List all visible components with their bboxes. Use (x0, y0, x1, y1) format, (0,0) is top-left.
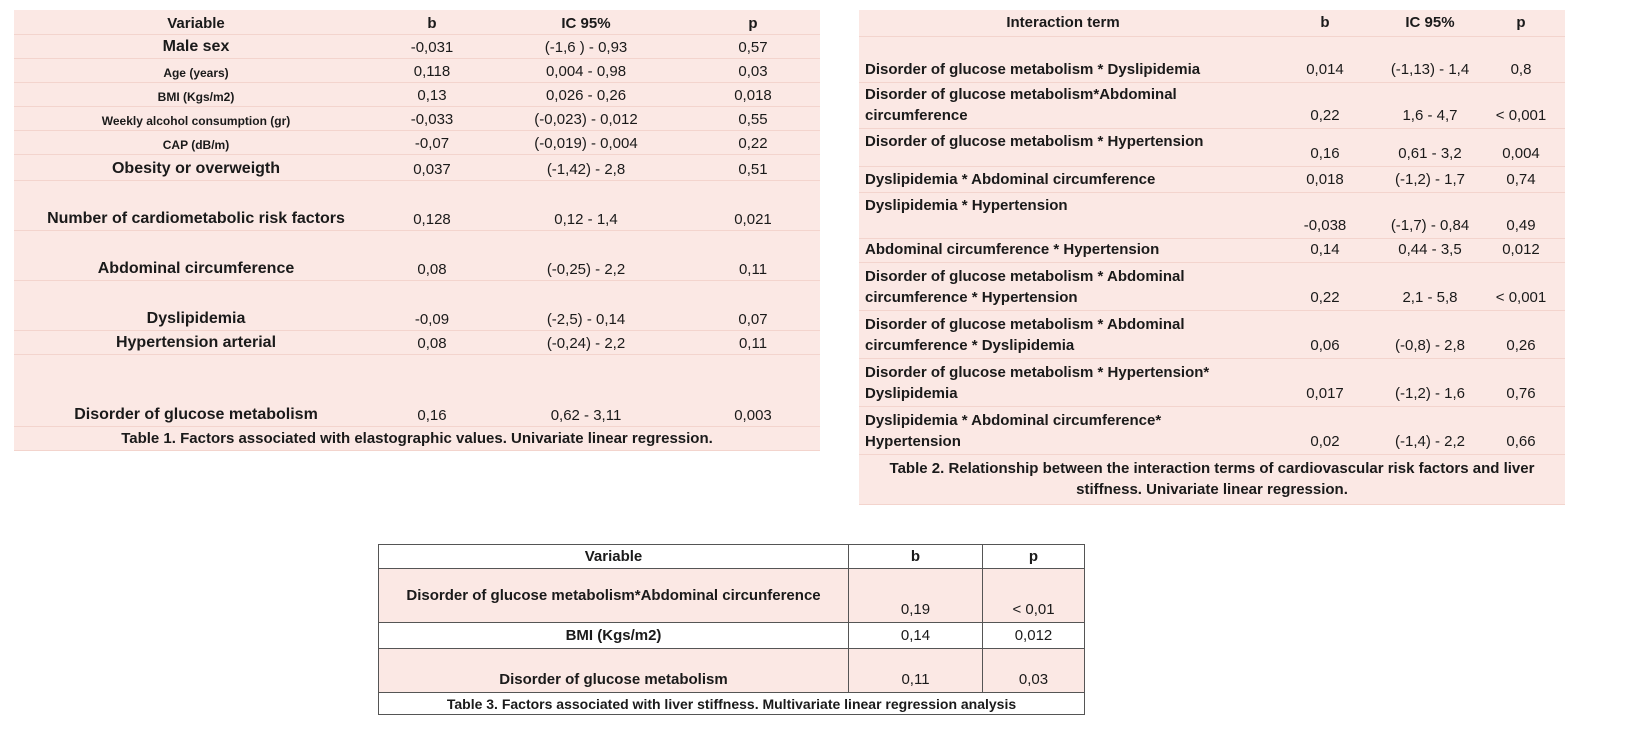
table-row (859, 82, 1565, 128)
row-ci: 2,1 - 5,8 (1402, 288, 1458, 306)
table-row (379, 649, 1085, 693)
table-1 (14, 10, 820, 451)
row-ci: (-1,13) - 1,4 (1390, 60, 1470, 78)
row-ci: 0,61 - 3,2 (1398, 144, 1462, 162)
row-p: 0,012 (983, 623, 1085, 649)
row-ci: (-1,7) - 0,84 (1390, 216, 1470, 234)
row-variable: Male sex (162, 37, 230, 55)
table-row (14, 330, 820, 354)
row-b: 0,08 (417, 334, 447, 352)
header-variable: Variable (167, 14, 225, 32)
table-caption-row (14, 426, 820, 450)
row-variable: BMI (Kgs/m2) (157, 89, 235, 104)
table-caption-row (859, 454, 1565, 504)
row-p: 0,74 (1506, 170, 1536, 188)
row-term: Dyslipidemia * Hypertension (865, 196, 1068, 214)
row-variable: Hypertension arterial (115, 333, 277, 351)
table-row (859, 128, 1565, 166)
row-variable: Weekly alcohol consumption (gr) (101, 113, 291, 128)
row-variable: Age (years) (163, 65, 229, 80)
table-row (859, 238, 1565, 262)
row-term: Dyslipidemia * Abdominal circumference* Hypertension (865, 411, 1162, 450)
row-ci: (-0,019) - 0,004 (534, 134, 638, 152)
row-p: 0,66 (1506, 432, 1536, 450)
row-b: 0,14 (849, 623, 983, 649)
row-b: 0,16 (1310, 144, 1340, 162)
header-p: p (983, 545, 1085, 569)
header-term: Interaction term (1006, 14, 1120, 32)
row-p: 0,57 (738, 38, 768, 56)
table-header-row (379, 545, 1085, 569)
table-2-caption: Table 2. Relationship between the interaction terms of cardiovascular risk factors and liver stiffness. Univariate linear regression. (889, 460, 1535, 498)
table-row (379, 623, 1085, 649)
row-term: Abdominal circumference * Hypertension (865, 240, 1160, 258)
row-variable: Disorder of glucose metabolism*Abdominal circunference (379, 569, 849, 623)
row-p: 0,003 (734, 406, 772, 424)
row-p: < 0,01 (983, 569, 1085, 623)
row-term: Disorder of glucose metabolism * Dyslipidemia (865, 60, 1201, 78)
header-variable: Variable (379, 545, 849, 569)
row-b: 0,22 (1310, 288, 1340, 306)
row-ci: (-0,24) - 2,2 (546, 334, 626, 352)
row-ci: (-1,4) - 2,2 (1394, 432, 1466, 450)
table-row (14, 230, 820, 280)
table-row (859, 166, 1565, 192)
row-term: Disorder of glucose metabolism * Abdominal circumference * Hypertension (865, 267, 1185, 306)
table-row (14, 130, 820, 154)
row-ci: (-1,2) - 1,7 (1394, 170, 1466, 188)
row-b: 0,22 (1310, 106, 1340, 124)
row-p: 0,012 (1502, 240, 1540, 258)
row-variable: CAP (dB/m) (162, 137, 230, 152)
row-p: 0,49 (1506, 216, 1536, 234)
header-b: b (849, 545, 983, 569)
row-p: 0,22 (738, 134, 768, 152)
row-b: -0,038 (1303, 216, 1347, 234)
table-row (859, 406, 1565, 454)
table-row (859, 36, 1565, 82)
table-row (859, 192, 1565, 238)
row-variable: Number of cardiometabolic risk factors (47, 209, 345, 227)
row-p: 0,55 (738, 110, 768, 128)
row-b: 0,11 (849, 649, 983, 693)
table-caption-row (379, 693, 1085, 715)
row-b: 0,014 (1306, 60, 1344, 78)
row-b: -0,09 (414, 310, 450, 328)
table-3-caption: Table 3. Factors associated with liver stiffness. Multivariate linear regression analysis (379, 693, 1085, 715)
row-ci: 1,6 - 4,7 (1402, 106, 1458, 124)
table-row (14, 82, 820, 106)
row-p: 0,51 (738, 160, 768, 178)
row-term: Dyslipidemia * Abdominal circumference (865, 170, 1156, 188)
header-p: p (748, 14, 758, 32)
table-row (14, 154, 820, 180)
table-2 (859, 10, 1565, 505)
row-p: 0,11 (738, 260, 768, 278)
table-row (14, 106, 820, 130)
row-p: 0,07 (738, 310, 768, 328)
row-ci: (-2,5) - 0,14 (546, 310, 626, 328)
row-b: 0,13 (417, 86, 447, 104)
table-row (14, 280, 820, 330)
table-header-row (14, 10, 820, 34)
row-p: < 0,001 (1495, 106, 1547, 124)
row-ci: (-1,42) - 2,8 (546, 160, 626, 178)
table-row (859, 310, 1565, 358)
row-b: 0,118 (413, 62, 451, 80)
table-row (14, 34, 820, 58)
row-ci: 0,62 - 3,11 (550, 406, 622, 424)
row-variable: BMI (Kgs/m2) (379, 623, 849, 649)
row-b: 0,16 (417, 406, 447, 424)
row-b: 0,06 (1310, 336, 1340, 354)
row-p: 0,76 (1506, 384, 1536, 402)
row-b: 0,128 (413, 210, 451, 228)
header-p: p (1516, 14, 1526, 32)
row-term: Disorder of glucose metabolism * Hypertension (865, 132, 1204, 150)
row-variable: Obesity or overweigth (111, 159, 281, 177)
row-p: < 0,001 (1495, 288, 1547, 306)
row-term: Disorder of glucose metabolism * Hypertension* Dyslipidemia (865, 363, 1210, 402)
row-ci: 0,12 - 1,4 (554, 210, 618, 228)
row-ci: 0,026 - 0,26 (545, 86, 627, 104)
row-p: 0,03 (983, 649, 1085, 693)
table-row (379, 569, 1085, 623)
table-row (14, 58, 820, 82)
row-ci: 0,004 - 0,98 (545, 62, 627, 80)
row-ci: 0,44 - 3,5 (1398, 240, 1462, 258)
header-ci: IC 95% (1405, 14, 1455, 32)
row-ci: (-0,8) - 2,8 (1394, 336, 1466, 354)
row-ci: (-1,2) - 1,6 (1394, 384, 1466, 402)
row-variable: Abdominal circumference (97, 259, 295, 277)
row-term: Disorder of glucose metabolism * Abdominal circumference * Dyslipidemia (865, 315, 1185, 354)
row-b: 0,037 (413, 160, 451, 178)
row-p: 0,03 (738, 62, 768, 80)
row-p: 0,018 (734, 86, 772, 104)
table-row (859, 358, 1565, 406)
row-p: 0,021 (734, 210, 772, 228)
row-b: -0,07 (414, 134, 450, 152)
header-ci: IC 95% (561, 14, 611, 32)
header-b: b (427, 14, 437, 32)
row-b: 0,14 (1310, 240, 1340, 258)
row-ci: (-0,25) - 2,2 (546, 260, 626, 278)
table-row (14, 180, 820, 230)
table-row (859, 262, 1565, 310)
row-ci: (-1,6 ) - 0,93 (544, 38, 628, 56)
header-b: b (1320, 14, 1330, 32)
row-p: 0,11 (738, 334, 768, 352)
row-b: -0,033 (410, 110, 454, 128)
row-b: 0,02 (1310, 432, 1340, 450)
row-b: 0,018 (1306, 170, 1344, 188)
row-p: 0,004 (1502, 144, 1540, 162)
table-header-row (859, 10, 1565, 36)
row-variable: Dyslipidemia (146, 309, 246, 327)
table-row (14, 354, 820, 426)
row-p: 0,8 (1510, 60, 1532, 78)
row-variable: Disorder of glucose metabolism (74, 405, 318, 423)
row-b: 0,08 (417, 260, 447, 278)
row-p: 0,26 (1506, 336, 1536, 354)
row-b: 0,017 (1306, 384, 1344, 402)
row-b: 0,19 (849, 569, 983, 623)
row-term: Disorder of glucose metabolism*Abdominal circumference (865, 85, 1177, 124)
row-ci: (-0,023) - 0,012 (534, 110, 638, 128)
row-b: -0,031 (410, 38, 454, 56)
row-variable: Disorder of glucose metabolism (379, 649, 849, 693)
table-3 (378, 544, 1085, 715)
table-1-caption: Table 1. Factors associated with elastographic values. Univariate linear regression. (121, 429, 713, 447)
